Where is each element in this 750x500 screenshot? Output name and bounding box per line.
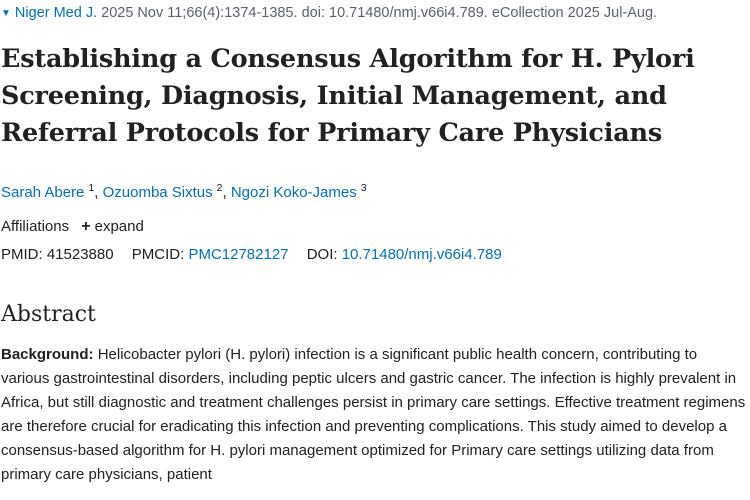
author-affiliation-number[interactable]: 2 xyxy=(216,182,223,194)
author-affiliation-number[interactable]: 3 xyxy=(360,182,367,194)
abstract-background xyxy=(1,343,746,487)
background-text: Helicobacter pylori (H. pylori) infection is a significant public health concern, contributing to various gastrointestinal disorders, including peptic ulcers and gastric cancer. The infection is highly prevalent in Africa, but still diagnostic and treatment challenges persist in primary care settings. Effective treatment regimens are therefore crucial for eradicating this infection and preventing complications. This study aimed to develop a consensus-based algorithm for H. pylori management optimized for Primary care settings utilizing data from primary care physicians, patient xyxy=(1,346,746,483)
abstract-heading: Abstract xyxy=(1,302,96,327)
citation-details: 2025 Nov 11;66(4):1374-1385. doi: 10.71480/nmj.v66i4.789. eCollection 2025 Jul-Aug. xyxy=(101,5,658,21)
background-label: Background: xyxy=(1,346,94,363)
citation-line xyxy=(1,4,657,24)
author-separator: , xyxy=(94,184,103,201)
pmcid-label: PMCID: xyxy=(131,246,185,263)
plus-icon: + xyxy=(81,218,91,235)
journal-link[interactable]: Niger Med J. xyxy=(14,5,98,21)
author-link[interactable]: Ozuomba Sixtus xyxy=(102,184,213,201)
affiliations-label: Affiliations xyxy=(1,218,70,235)
pmid-value: 41523880 xyxy=(46,246,114,263)
author-list xyxy=(1,178,367,203)
pmcid-link[interactable]: PMC12782127 xyxy=(188,246,289,263)
author-item xyxy=(1,184,94,201)
affiliations-row xyxy=(1,217,144,237)
identifiers-row xyxy=(1,245,502,265)
doi-label: DOI: xyxy=(306,246,338,263)
author-link[interactable]: Sarah Abere xyxy=(1,184,85,201)
triangle-icon: ▼ xyxy=(1,8,11,19)
affiliations-expand-button[interactable] xyxy=(81,217,144,237)
pmid-label: PMID: xyxy=(1,246,43,263)
author-separator: , xyxy=(222,184,231,201)
expand-label: expand xyxy=(94,218,144,235)
article-title: Establishing a Consensus Algorithm for H. Pylori Screening, Diagnosis, Initial Management, and Referral Protocols for Primary Care Physicians xyxy=(1,44,695,148)
author-item xyxy=(103,184,223,201)
author-link[interactable]: Ngozi Koko-James xyxy=(230,184,357,201)
doi-link[interactable]: 10.71480/nmj.v66i4.789 xyxy=(341,246,502,263)
author-affiliation-number[interactable]: 1 xyxy=(88,182,95,194)
author-item xyxy=(231,184,367,201)
